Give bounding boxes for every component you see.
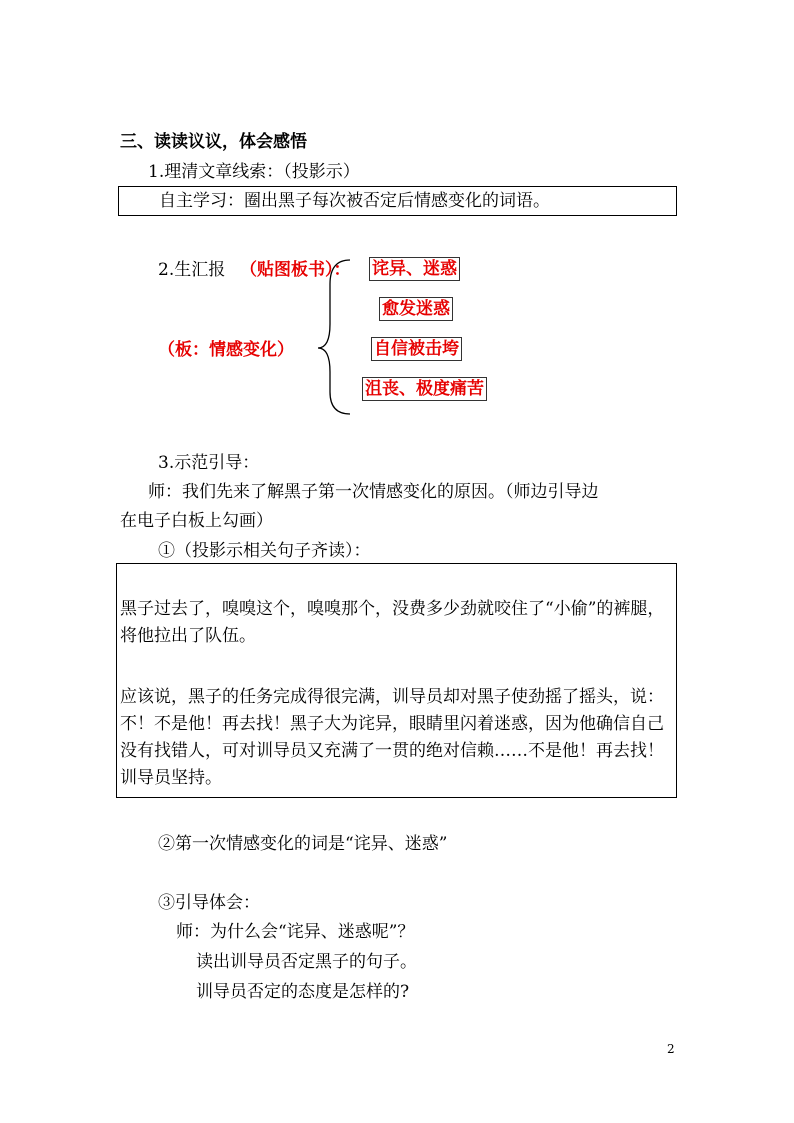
teacher-question: 师：为什么会“诧异、迷惑呢”？ <box>176 922 415 942</box>
board-note: （贴图板书）： <box>240 260 351 280</box>
read-instruction: 读出训导员否定黑子的句子。 <box>196 952 417 972</box>
step3-label: 3.示范引导： <box>158 453 260 473</box>
teacher-line-2: 在电子白板上勾画） <box>120 511 273 531</box>
sub-item-2: ②第一次情感变化的词是“诧异、迷惑” <box>158 834 448 854</box>
curly-brace <box>314 258 354 418</box>
emotion-2: 愈发迷惑 <box>379 297 453 321</box>
task-box <box>118 186 677 216</box>
attitude-question: 训导员否定的态度是怎样的? <box>196 982 410 1002</box>
section-heading: 三、读读议议，体会感悟 <box>120 132 307 152</box>
step1-label: 1.理清文章线索：（投影示） <box>148 162 360 182</box>
emotion-3: 自信被击垮 <box>371 337 462 361</box>
emotion-1: 诧异、迷惑 <box>369 257 460 281</box>
emotion-4: 沮丧、极度痛苦 <box>362 377 487 401</box>
step2-label: 2.生汇报 <box>158 260 226 280</box>
teacher-line-1: 师：我们先来了解黑子第一次情感变化的原因。（师边引导边 <box>148 482 599 502</box>
brace-label: （板：情感变化） <box>158 340 294 360</box>
sub-item-3: ③引导体会： <box>158 893 260 913</box>
quote-paragraph-2: 应该说，黑子的任务完成得很完满，训导员却对黑子使劲摇了摇头，说：不！不是他！再去找！黑子大为诧异，眼睛里闪着迷惑，因为他确信自己没有找错人，可对训导员又充满了一贯的绝对信赖……不是他！再去找！训导员坚持。 <box>120 687 664 788</box>
task-box-text: 自主学习：圈出黑子每次被否定后情感变化的词语。 <box>159 191 550 211</box>
sub-item-1: ①（投影示相关句子齐读）： <box>158 541 371 561</box>
page-number: 2 <box>667 1042 675 1056</box>
quote-paragraph-1: 黑子过去了，嗅嗅这个，嗅嗅那个，没费多少劲就咬住了“小偷”的裤腿，将他拉出了队伍。 <box>120 599 665 646</box>
